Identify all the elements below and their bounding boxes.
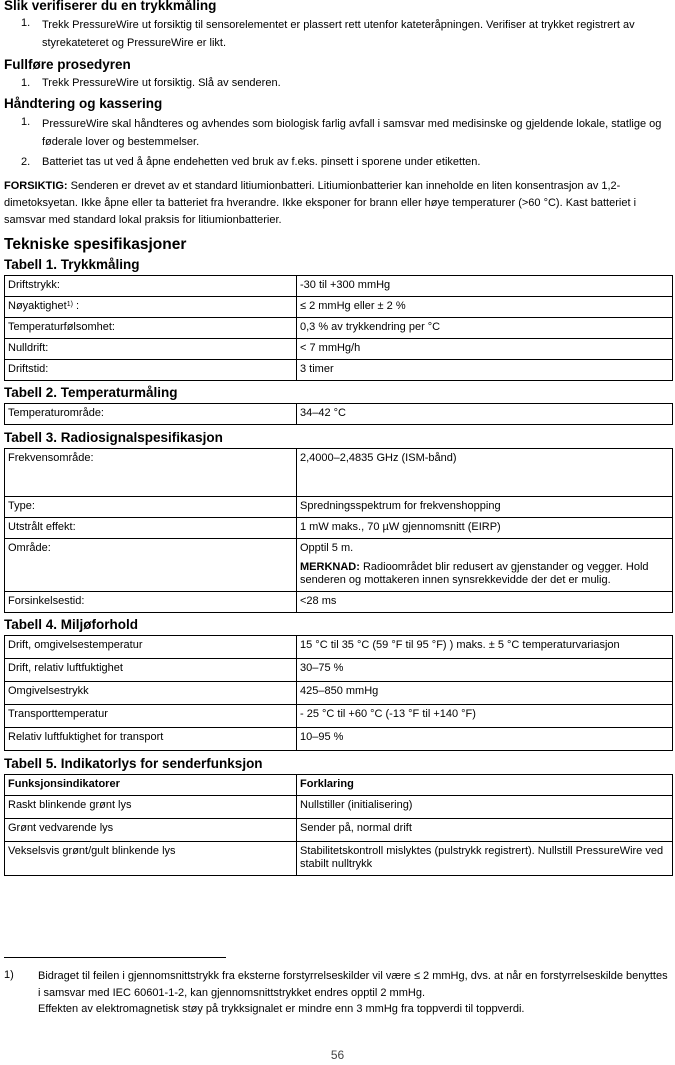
table-cell-label: Nulldrift: [5,339,297,360]
table-cell-value: - 25 °C til +60 °C (-13 °F til +140 °F) [297,705,673,728]
table-row [5,539,673,592]
table-cell-value: 34–42 °C [297,404,673,425]
table-row [5,705,673,728]
table-cell-value: 30–75 % [297,659,673,682]
table-cell-value: <28 ms [297,592,673,613]
accuracy-suffix: : [72,300,80,312]
table1-title: Tabell 1. Trykkmåling [4,257,140,272]
list-number: 1. [21,17,31,29]
disposal-list [4,115,673,170]
table-cell-value: ≤ 2 mmHg eller ± 2 % [297,297,673,318]
list-item [4,16,673,52]
verify-heading: Slik verifiserer du en trykkmåling [4,0,217,13]
list-text: Batteriet tas ut ved å åpne endehetten ved bruk av f.eks. pinsett i sporene under etiketten. [42,156,481,168]
list-item [4,76,673,91]
list-text: Trekk PressureWire ut forsiktig til sensorelementet er plassert rett utenfor kateteråpningen. Verifiser at trykket registrert av styrekateteret og PressureWire er likt. [42,19,635,49]
header-indicators: Funksjonsindikatorer [5,775,297,796]
table-cell-label: Raskt blinkende grønt lys [5,796,297,819]
list-number: 1. [21,116,31,128]
table-cell-value [297,539,673,592]
table-cell-value: 425–850 mmHg [297,682,673,705]
table-row [5,659,673,682]
list-text: PressureWire skal håndteres og avhendes som biologisk farlig avfall i samsvar med medisinske og gjeldende lokale, statlige og føderale lover og bestemmelser. [42,118,662,148]
table-cell-label [5,297,297,318]
footnote-text-2: Effekten av elektromagnetisk støy på trykksignalet er mindre enn 3 mmHg fra toppverdi til toppverdi. [38,1003,525,1015]
table-cell-value: 10–95 % [297,728,673,751]
table-row [5,276,673,297]
environment-table [4,635,673,751]
page-number: 56 [330,1048,345,1062]
table-cell-label: Frekvensområde: [5,449,297,497]
table-row [5,297,673,318]
page-content [4,0,673,876]
table2-title: Tabell 2. Temperaturmåling [4,385,178,400]
table-cell-label: Relativ luftfuktighet for transport [5,728,297,751]
table-row [5,404,673,425]
list-number: 2. [21,156,31,168]
table-cell-value: 2,4000–2,4835 GHz (ISM-bånd) [297,449,673,497]
table-cell-value: Nullstiller (initialisering) [297,796,673,819]
verify-list [4,16,673,52]
table-cell-label: Område: [5,539,297,592]
caution-paragraph [4,178,673,229]
table-cell-value: 0,3 % av trykkendring per °C [297,318,673,339]
caution-text: Senderen er drevet av et standard litiumionbatteri. Litiumionbatterier kan inneholde en liten konsentrasjon av 1,2-dimetoksyetan. Ikke åpne eller ta batteriet fra hverandre. Ikke eksponer for brann eller høye temperaturer (>60 °C). Kast batteriet i samsvar med standard lokal praksis for litiumionbatterier. [4,180,637,226]
table-row [5,682,673,705]
table-cell-label: Temperaturområde: [5,404,297,425]
table-cell-value: Sender på, normal drift [297,819,673,842]
table-cell-value: Stabilitetskontroll mislyktes (pulstrykk registrert). Nullstill PressureWire ved stabilt nulltrykk [297,842,673,876]
table-cell-label: Omgivelsestrykk [5,682,297,705]
caution-label: FORSIKTIG: [4,180,68,192]
footnote-separator [4,957,226,958]
accuracy-label: Nøyaktighet [8,300,67,312]
table-cell-label: Drift, relativ luftfuktighet [5,659,297,682]
table-cell-value: Spredningsspektrum for frekvenshopping [297,497,673,518]
table-cell-label: Type: [5,497,297,518]
table-cell-label: Temperaturfølsomhet: [5,318,297,339]
note-text: Radioområdet blir redusert av gjenstander og vegger. Hold senderen og mottakeren innen synsrekkevidde der det er mulig. [300,561,649,586]
table-row [5,318,673,339]
complete-heading: Fullføre prosedyren [4,57,131,72]
table-cell-label: Grønt vedvarende lys [5,819,297,842]
table-cell-label: Utstrålt effekt: [5,518,297,539]
complete-list [4,76,673,91]
list-number: 1. [21,77,31,89]
footnote-text: Bidraget til feilen i gjennomsnittstrykk fra eksterne forstyrrelseskilder vil være ≤ 2 mmHg, dvs. at når en forstyrrelseskilde benyttes i samsvar med IEC 60601-1-2, kan gjennomsnittstrykket endres opptil 2 mmHg. [38,970,668,999]
list-item [4,115,673,151]
footnote [4,968,673,1017]
table4-title: Tabell 4. Miljøforhold [4,617,138,632]
table-row [5,339,673,360]
table-row [5,819,673,842]
list-item [4,155,673,170]
table-row [5,842,673,876]
specs-heading: Tekniske spesifikasjoner [4,236,187,253]
table-cell-label: Vekselsvis grønt/gult blinkende lys [5,842,297,876]
table-row [5,497,673,518]
table-cell-value: 15 °C til 35 °C (59 °F til 95 °F) ) maks. ± 5 °C temperaturvariasjon [297,636,673,659]
radio-table [4,448,673,613]
disposal-heading: Håndtering og kassering [4,96,163,111]
indicator-table [4,774,673,876]
table-row [5,449,673,497]
table-cell-label: Forsinkelsestid: [5,592,297,613]
list-text: Trekk PressureWire ut forsiktig. Slå av senderen. [42,77,281,89]
table-cell-value: 3 timer [297,360,673,381]
pressure-table [4,275,673,381]
table-cell-label: Driftstrykk: [5,276,297,297]
table-row [5,796,673,819]
table3-title: Tabell 3. Radiosignalspesifikasjon [4,430,223,445]
footnote-number: 1) [4,969,14,981]
table5-title: Tabell 5. Indikatorlys for senderfunksjon [4,756,263,771]
table-cell-label: Driftstid: [5,360,297,381]
note-label: MERKNAD: [300,561,360,573]
table-row [5,636,673,659]
table-cell-label: Drift, omgivelsestemperatur [5,636,297,659]
table-cell-label: Transporttemperatur [5,705,297,728]
footnote-ref: 1) [66,301,73,308]
table-cell-value: 1 mW maks., 70 µW gjennomsnitt (EIRP) [297,518,673,539]
header-explanation: Forklaring [297,775,673,796]
table-header-row [5,775,673,796]
table-cell-value: < 7 mmHg/h [297,339,673,360]
range-value: Opptil 5 m. [300,542,354,554]
table-row [5,518,673,539]
table-row [5,360,673,381]
table-row [5,592,673,613]
range-note [300,561,669,587]
temperature-table [4,403,673,425]
table-cell-value: -30 til +300 mmHg [297,276,673,297]
table-row [5,728,673,751]
